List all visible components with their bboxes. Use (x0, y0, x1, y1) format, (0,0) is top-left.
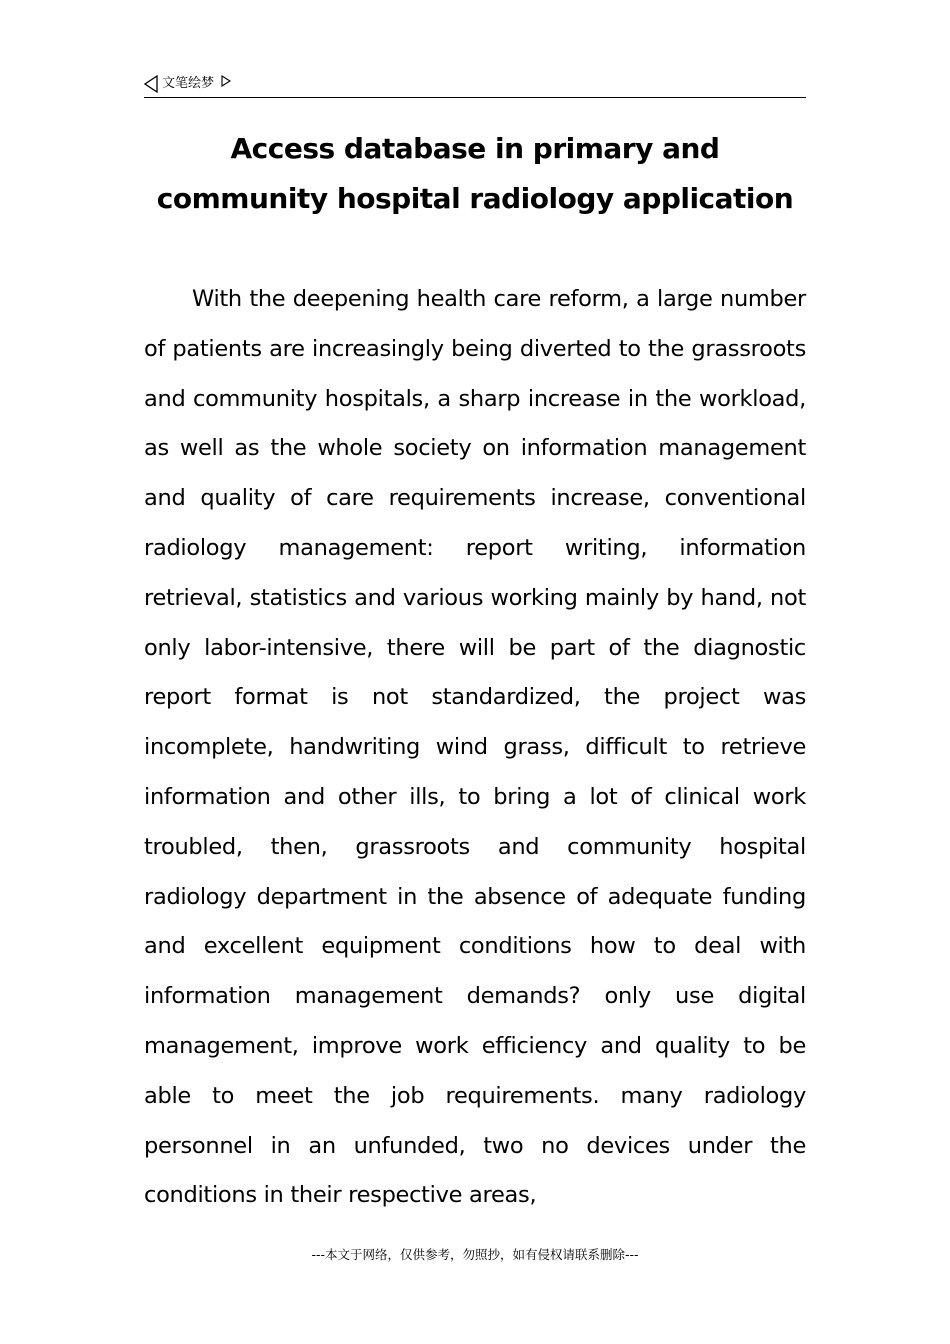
footer-disclaimer: ---本文于网络，仅供参考，勿照抄，如有侵权请联系删除--- (311, 1247, 639, 1262)
header-text: 文笔绘梦 (162, 76, 215, 91)
body-paragraph: With the deepening health care reform, a large number of patients are increasingly being diverted to the grassroots and community hospitals, a sharp increase in the workload, as well as the whole society on information management and quality of care requirements increase, conventional radiology management: report writing, information retrieval, statistics and various working mainly by hand, not only labor-intensive, there will be part of the diagnostic report format is not standardized, the project was incomplete, handwriting wind grass, difficult to retrieve information and other ills, to bring a lot of clinical work troubled, then, grassroots and community hospital radiology department in the absence of adequate funding and excellent equipment conditions how to deal with information management demands? only use digital management, improve work efficiency and quality to be able to meet the job requirements. many radiology personnel in an unfunded, two no devices under the conditions in their respective areas, (144, 286, 806, 1209)
triangle-left-outline-icon (144, 75, 158, 93)
page-header (144, 72, 806, 98)
header-brand (144, 74, 231, 94)
triangle-right-outline-icon (221, 75, 231, 87)
document-title: Access database in primary and community hospital radiology application (156, 132, 794, 215)
